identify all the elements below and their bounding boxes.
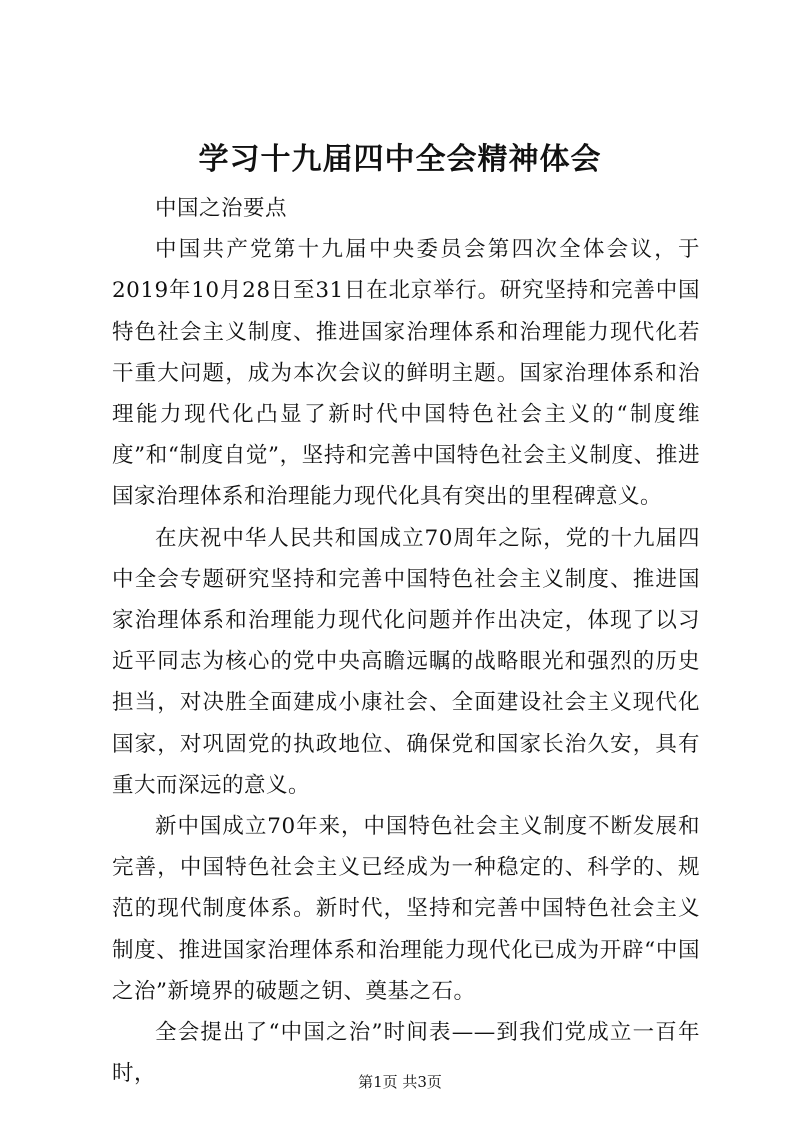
document-body <box>112 188 700 1094</box>
body-paragraph: 新中国成立70年来，中国特色社会主义制度不断发展和完善，中国特色社会主义已经成为一种稳定的、科学的、规范的现代制度体系。新时代，坚持和完善中国特色社会主义制度、推进国家治理体系和治理能力现代化已成为开辟“中国之治”新境界的破题之钥、奠基之石。 <box>112 814 700 1004</box>
document-title: 学习十九届四中全会精神体会 <box>198 142 602 177</box>
body-paragraph: 在庆祝中华人民共和国成立70周年之际，党的十九届四中全会专题研究坚持和完善中国特色社会主义制度、推进国家治理体系和治理能力现代化问题并作出决定，体现了以习近平同志为核心的党中央高瞻远瞩的战略眼光和强烈的历史担当，对决胜全面建成小康社会、全面建设社会主义现代化国家，对巩固党的执政地位、确保党和国家长治久安，具有重大而深远的意义。 <box>112 525 700 798</box>
section-heading: 中国之治要点 <box>155 196 288 221</box>
body-paragraph: 全会提出了“中国之治”时间表——到我们党成立一百年时， <box>112 1020 700 1087</box>
body-paragraph: 中国共产党第十九届中央委员会第四次全体会议，于2019年10月28日至31日在北京举行。研究坚持和完善中国特色社会主义制度、推进国家治理体系和治理能力现代化若干重大问题，成为本次会议的鲜明主题。国家治理体系和治理能力现代化凸显了新时代中国特色社会主义的“制度维度”和“制度自觉”，坚持和完善中国特色社会主义制度、推进国家治理体系和治理能力现代化具有突出的里程碑意义。 <box>112 237 700 510</box>
page-number-footer: 第1页 共3页 <box>358 1073 442 1091</box>
